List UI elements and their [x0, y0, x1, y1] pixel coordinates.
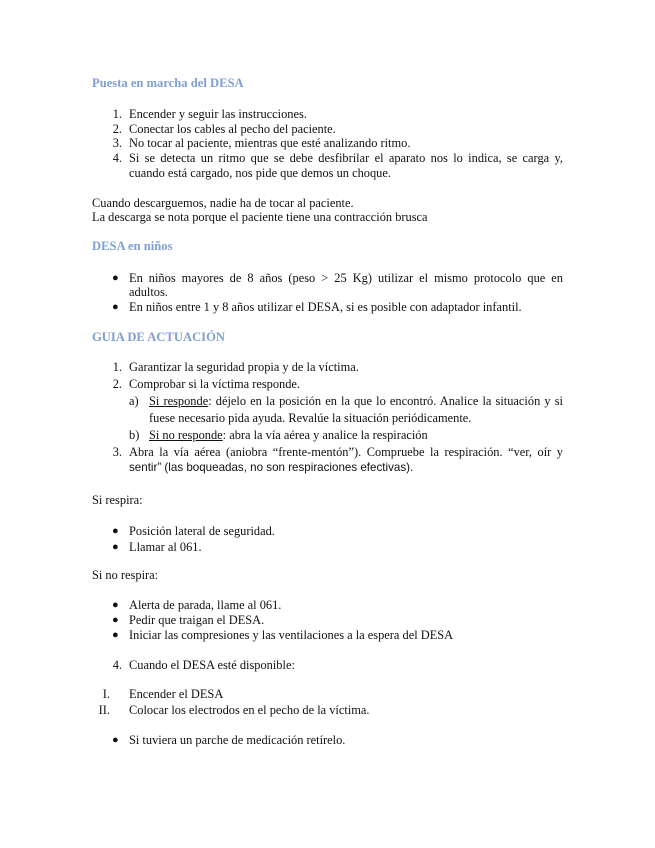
sublist-text: : abra la vía aérea y analice la respiración	[222, 428, 428, 442]
list-number: 2.	[112, 377, 122, 391]
sublist-label: b)	[129, 428, 140, 442]
roman-number: I.	[102, 687, 110, 701]
sublist-text: : déjelo en la posición en la que lo encontró. Analice la situación y si	[208, 394, 563, 408]
bullet-icon: ●	[112, 272, 119, 284]
list-item: Conectar los cables al pecho del paciente.	[129, 122, 336, 136]
bullet-icon: ●	[112, 614, 119, 626]
sublist-item-continuation: fuese necesario pida ayuda. Revalúe la situación periódicamente.	[149, 411, 472, 425]
list-item-continuation: sentir” (las boqueadas, no son respiraciones efectivas).	[129, 461, 414, 474]
underlined-text: Si no responde	[149, 428, 223, 442]
sublist-label: a)	[129, 394, 139, 408]
list-number: 3.	[112, 136, 122, 150]
list-number: 4.	[112, 658, 122, 672]
paragraph-label: Si no respira:	[92, 568, 159, 582]
list-number: 3.	[112, 445, 122, 459]
list-number: 4.	[112, 151, 122, 165]
list-item: Si tuviera un parche de medicación retírelo.	[129, 733, 346, 747]
sublist-item	[149, 428, 428, 443]
bullet-icon: ●	[112, 301, 119, 313]
list-item-continuation: adultos.	[129, 285, 168, 299]
bullet-icon: ●	[112, 734, 119, 746]
list-item-continuation: cuando está cargado, nos pide que demos un choque.	[129, 166, 391, 180]
bullet-icon: ●	[112, 525, 119, 537]
list-item: Cuando el DESA esté disponible:	[129, 658, 295, 672]
list-number: 1.	[112, 107, 122, 121]
list-item: Abra la vía aérea (aniobra “frente-mentón”). Compruebe la respiración. “ver, oír y	[129, 445, 563, 459]
bullet-icon: ●	[112, 541, 119, 553]
roman-number: II.	[98, 703, 110, 717]
list-item: Garantizar la seguridad propia y de la víctima.	[129, 360, 359, 374]
list-number: 1.	[112, 360, 122, 374]
heading-ninos: DESA en niños	[92, 239, 173, 253]
bullet-icon: ●	[112, 599, 119, 611]
list-item: Llamar al 061.	[129, 540, 202, 554]
list-item: Alerta de parada, llame al 061.	[129, 598, 282, 612]
list-item: Encender el DESA	[129, 687, 224, 701]
list-item: Iniciar las compresiones y las ventilaciones a la espera del DESA	[129, 628, 454, 642]
list-item: No tocar al paciente, mientras que esté analizando ritmo.	[129, 136, 411, 150]
paragraph: Cuando descarguemos, nadie ha de tocar al paciente.	[92, 196, 354, 210]
list-number: 2.	[112, 122, 122, 136]
list-item: Si se detecta un ritmo que se debe desfibrilar el aparato nos lo indica, se carga y,	[129, 151, 563, 165]
list-item: En niños entre 1 y 8 años utilizar el DESA, si es posible con adaptador infantil.	[129, 300, 522, 314]
list-item: Comprobar si la víctima responde.	[129, 377, 301, 391]
bullet-icon: ●	[112, 629, 119, 641]
heading-guia: GUIA DE ACTUACIÓN	[92, 330, 225, 344]
list-item: En niños mayores de 8 años (peso > 25 Kg) utilizar el mismo protocolo que en	[129, 271, 563, 285]
list-item: Colocar los electrodos en el pecho de la víctima.	[129, 703, 370, 717]
sublist-item	[149, 394, 563, 409]
list-item: Pedir que traigan el DESA.	[129, 613, 265, 627]
paragraph: La descarga se nota porque el paciente tiene una contracción brusca	[92, 210, 428, 224]
paragraph-label: Si respira:	[92, 493, 143, 507]
list-item: Posición lateral de seguridad.	[129, 524, 275, 538]
list-item: Encender y seguir las instrucciones.	[129, 107, 307, 121]
heading-puesta: Puesta en marcha del DESA	[92, 76, 244, 90]
underlined-text: Si responde	[149, 394, 209, 408]
